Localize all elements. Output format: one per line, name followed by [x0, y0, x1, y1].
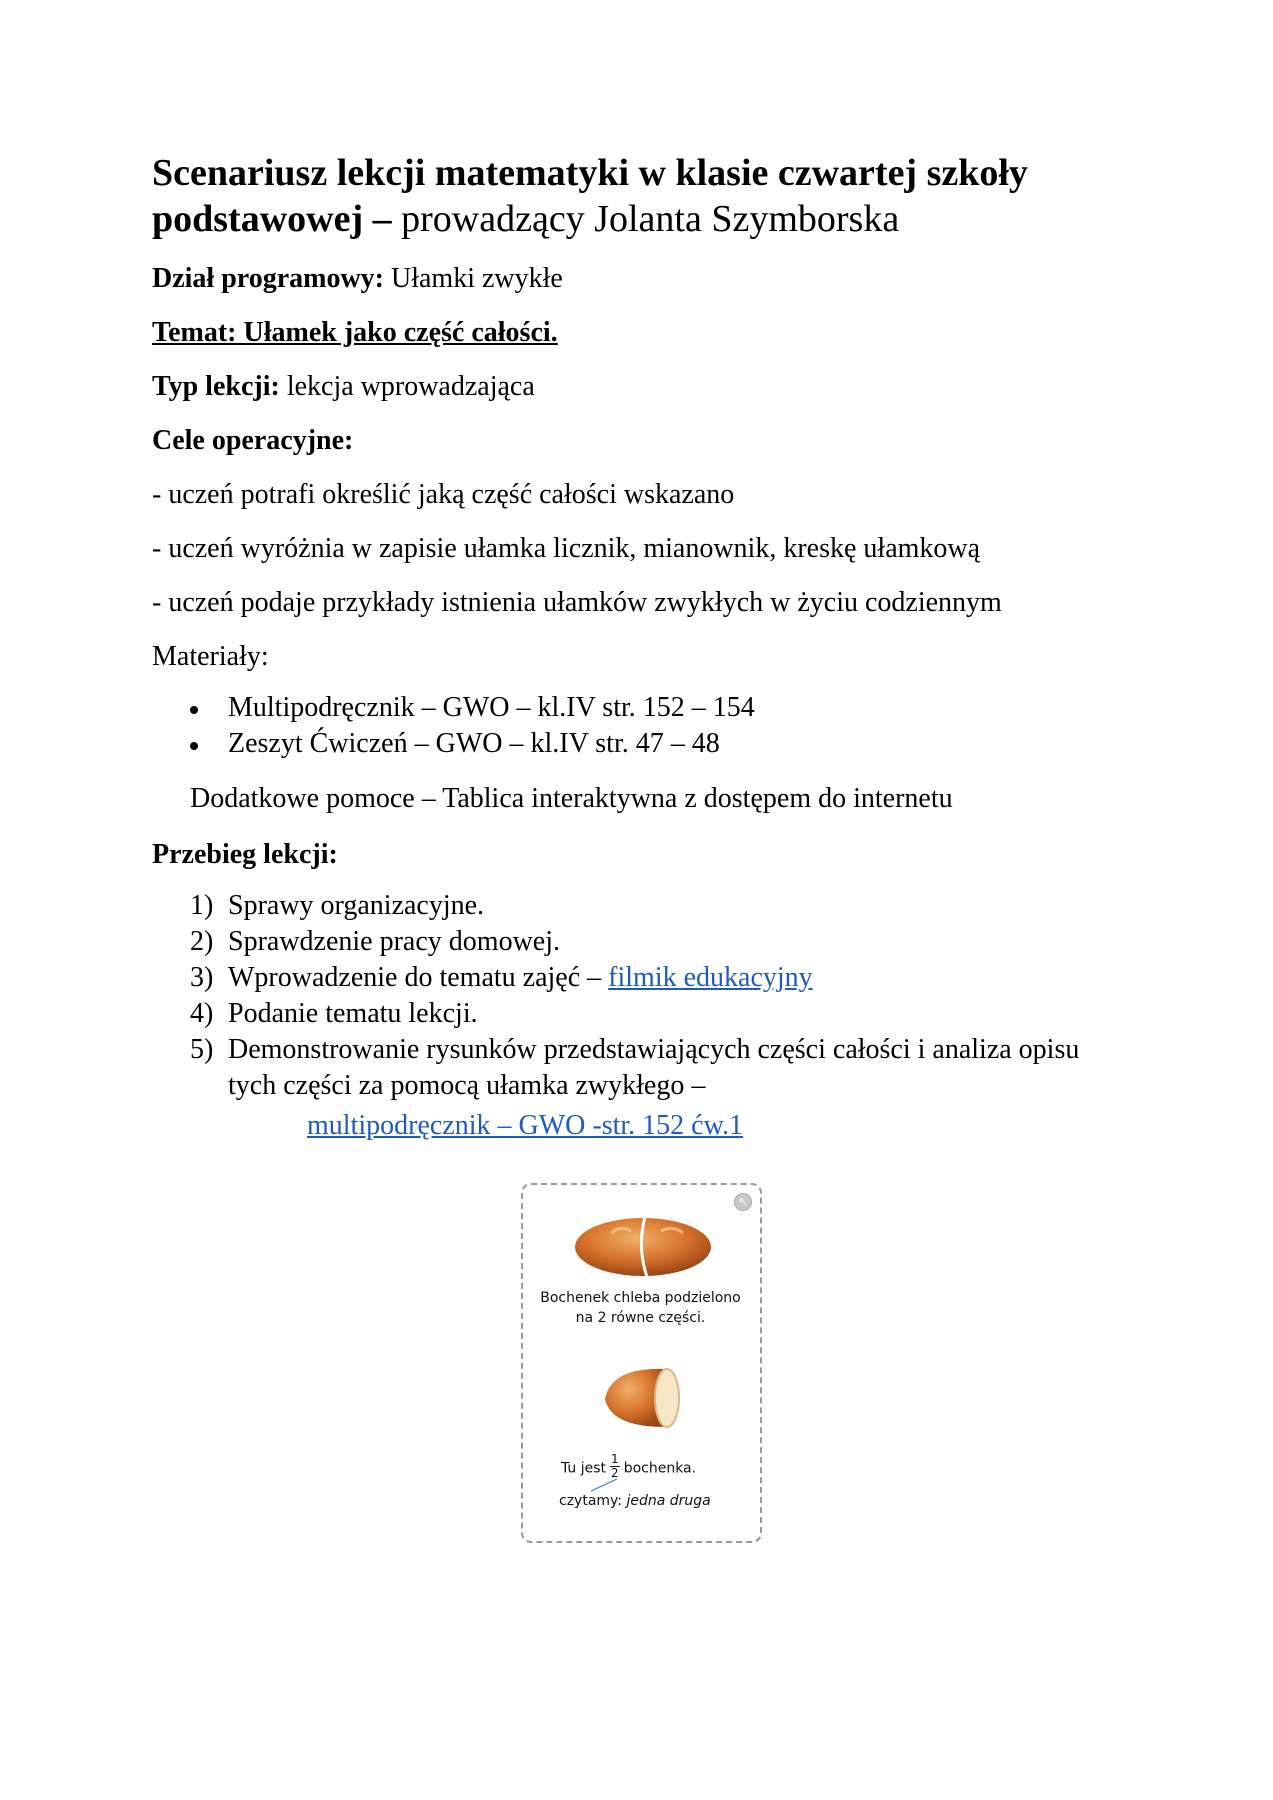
bullet-icon — [190, 706, 198, 714]
cele-item: - uczeń podaje przykłady istnienia ułamków zwykłych w życiu codziennym — [152, 587, 1002, 618]
multipodrecznik-link[interactable]: multipodręcznik – GWO -str. 152 ćw.1 — [307, 1110, 743, 1141]
list-item: Multipodręcznik – GWO – kl.IV str. 152 – 154 — [190, 690, 755, 726]
dodatkowe-pomoce: Dodatkowe pomoce – Tablica interaktywna z dostępem do internetu — [190, 783, 953, 814]
expand-icon[interactable]: ↖ — [734, 1193, 752, 1211]
page-title — [152, 150, 1152, 242]
list-item: 1) Sprawy organizacyjne. — [190, 890, 485, 921]
przebieg-list — [190, 888, 1128, 1104]
step5-link-line — [307, 1108, 743, 1144]
fraction-one-half: $\frac{1}{2}$ — [611, 1452, 619, 1480]
typ-line — [152, 370, 535, 404]
title-bold: Scenariusz lekcji matematyki w klasie czwartej szkoły podstawowej – — [152, 152, 1028, 240]
bullet-icon — [190, 742, 198, 750]
cele-heading: Cele operacyjne: — [152, 425, 354, 456]
lesson-topic: Temat: Ułamek jako część całości. — [152, 317, 558, 348]
cele-item: - uczeń potrafi określić jaką część całości wskazano — [152, 479, 735, 510]
list-item: 4) Podanie tematu lekcji. — [190, 998, 478, 1029]
reading-caption: czytamy: jedna druga — [559, 1493, 711, 1509]
list-item: 5) Demonstrowanie rysunków przedstawiających części całości i analiza opisu tych części za pomocą ułamka zwykłego – — [190, 1034, 1080, 1101]
przebieg-heading: Przebieg lekcji: — [152, 839, 338, 870]
bread-fraction-figure — [521, 1183, 762, 1543]
half-bread-image — [601, 1365, 683, 1431]
dzial-value: Ułamki zwykłe — [391, 263, 563, 294]
typ-label: Typ lekcji: — [152, 371, 280, 402]
list-item: 3) Wprowadzenie do tematu zajęć – filmik edukacyjny — [190, 962, 813, 993]
materialy-list — [190, 690, 755, 762]
materialy-heading: Materiały: — [152, 641, 269, 672]
fraction-caption: Tu jest $\frac{1}{2}$ bochenka. — [561, 1452, 697, 1480]
typ-value: lekcja wprowadzająca — [286, 371, 535, 402]
list-item: Zeszyt Ćwiczeń – GWO – kl.IV str. 47 – 48 — [190, 726, 755, 762]
cele-item: - uczeń wyróżnia w zapisie ułamka licznik, mianownik, kreskę ułamkową — [152, 533, 981, 564]
title-author: prowadzący Jolanta Szymborska — [401, 198, 900, 240]
whole-bread-image — [573, 1211, 713, 1279]
figure-caption: Bochenek chleba podzielono na 2 równe części. — [540, 1290, 741, 1326]
dzial-line — [152, 262, 563, 296]
filmik-link[interactable]: filmik edukacyjny — [608, 962, 813, 993]
dzial-label: Dział programowy: — [152, 263, 384, 294]
list-item: 2) Sprawdzenie pracy domowej. — [190, 926, 560, 957]
